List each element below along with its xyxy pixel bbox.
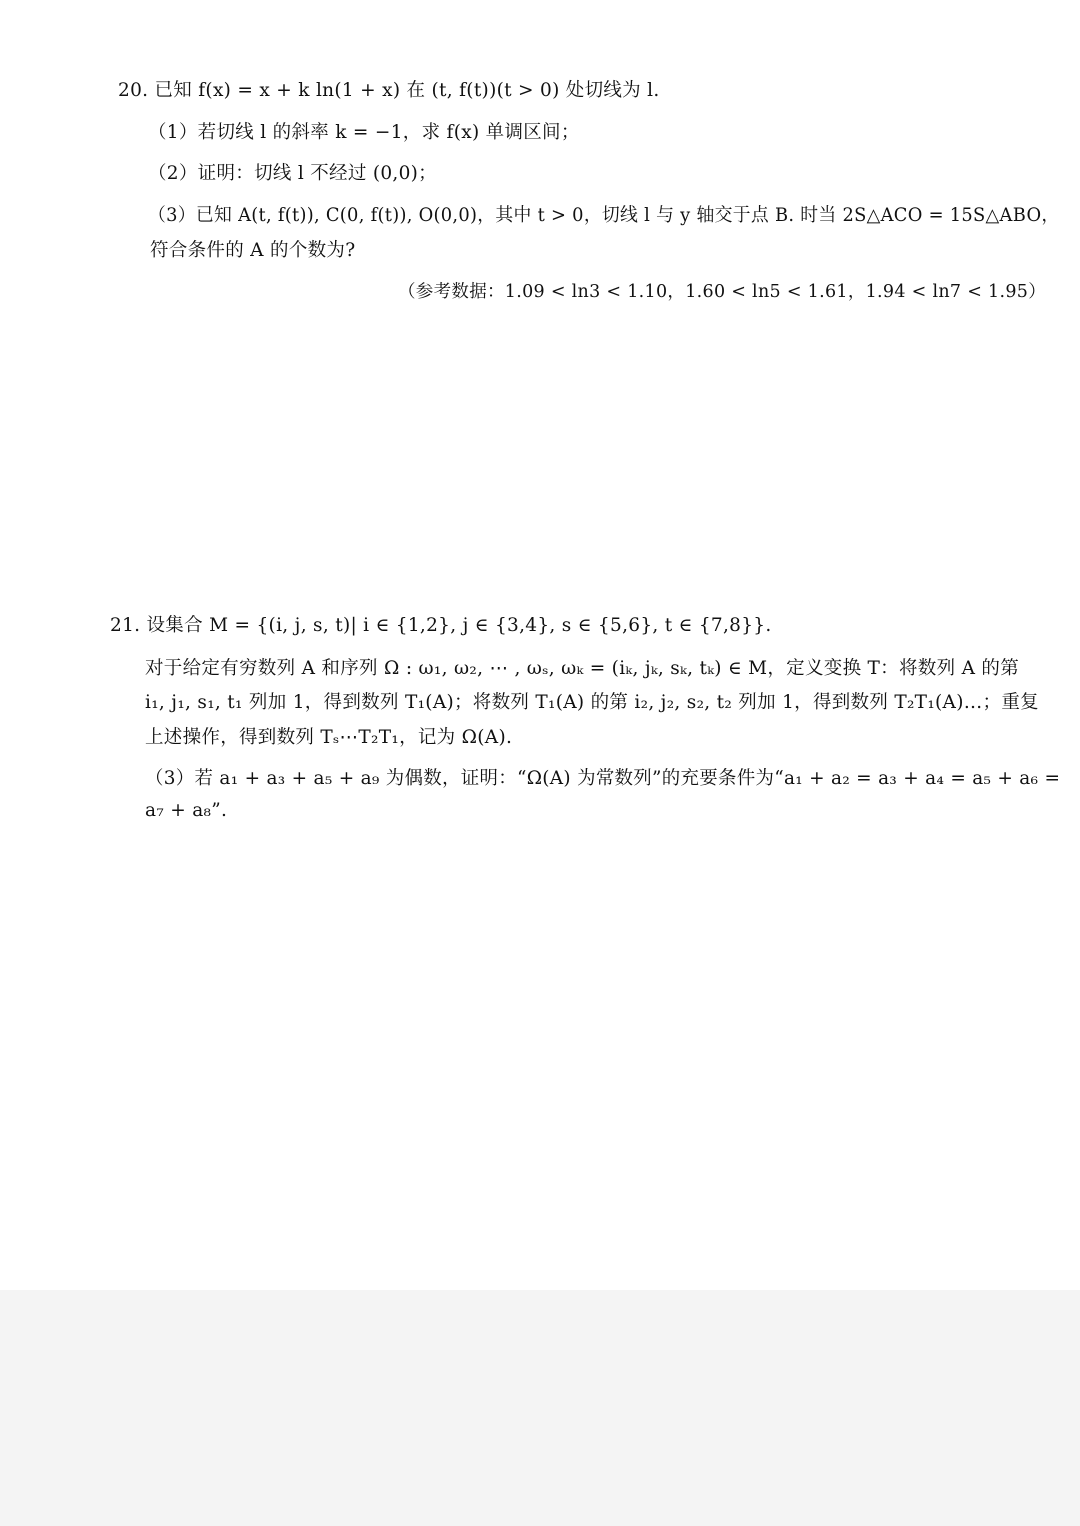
problem-20-part-3-cont: 符合条件的 A 的个数为? bbox=[150, 240, 356, 261]
problem-20-part-3: （3）已知 A(t, f(t)), C(0, f(t)), O(0,0)，其中 t > 0，切线 l 与 y 轴交于点 B. 时当 2S△ACO = 15S△ABO， bbox=[148, 205, 1060, 226]
problem-21-part-3-cont: a₇ + a₈”. bbox=[145, 800, 228, 821]
problem-21-definition-3: 上述操作，得到数列 Tₛ⋯T₂T₁，记为 Ω(A). bbox=[145, 727, 513, 748]
problem-20-reference-data: （参考数据：1.09 < ln3 < 1.10，1.60 < ln5 < 1.61，1.94 < ln7 < 1.95） bbox=[398, 282, 1047, 302]
problem-21-definition-1: 对于给定有穷数列 A 和序列 Ω : ω₁, ω₂, ⋯ , ωₛ, ωₖ = (iₖ, jₖ, sₖ, tₖ) ∈ M，定义变换 T：将数列 A 的第 bbox=[145, 658, 1020, 679]
problem-21-stem: 21. 设集合 M = {(i, j, s, t)| i ∈ {1,2}, j ∈ {3,4}, s ∈ {5,6}, t ∈ {7,8}}. bbox=[110, 615, 772, 636]
problem-21-definition-2: i₁, j₁, s₁, t₁ 列加 1，得到数列 T₁(A)；将数列 T₁(A) 的第 i₂, j₂, s₂, t₂ 列加 1，得到数列 T₂T₁(A)…；重复 bbox=[145, 692, 1039, 713]
problem-20-stem: 20. 已知 f(x) = x + k ln(1 + x) 在 (t, f(t))(t > 0) 处切线为 l. bbox=[118, 80, 660, 101]
problem-20-part-1: （1）若切线 l 的斜率 k = −1，求 f(x) 单调区间； bbox=[148, 122, 580, 143]
problem-21-part-3: （3）若 a₁ + a₃ + a₅ + a₉ 为偶数，证明：“Ω(A) 为常数列”的充要条件为“a₁ + a₂ = a₃ + a₄ = a₅ + a₆ = bbox=[145, 768, 1061, 789]
problem-20-part-2: （2）证明：切线 l 不经过 (0,0)； bbox=[148, 163, 437, 184]
